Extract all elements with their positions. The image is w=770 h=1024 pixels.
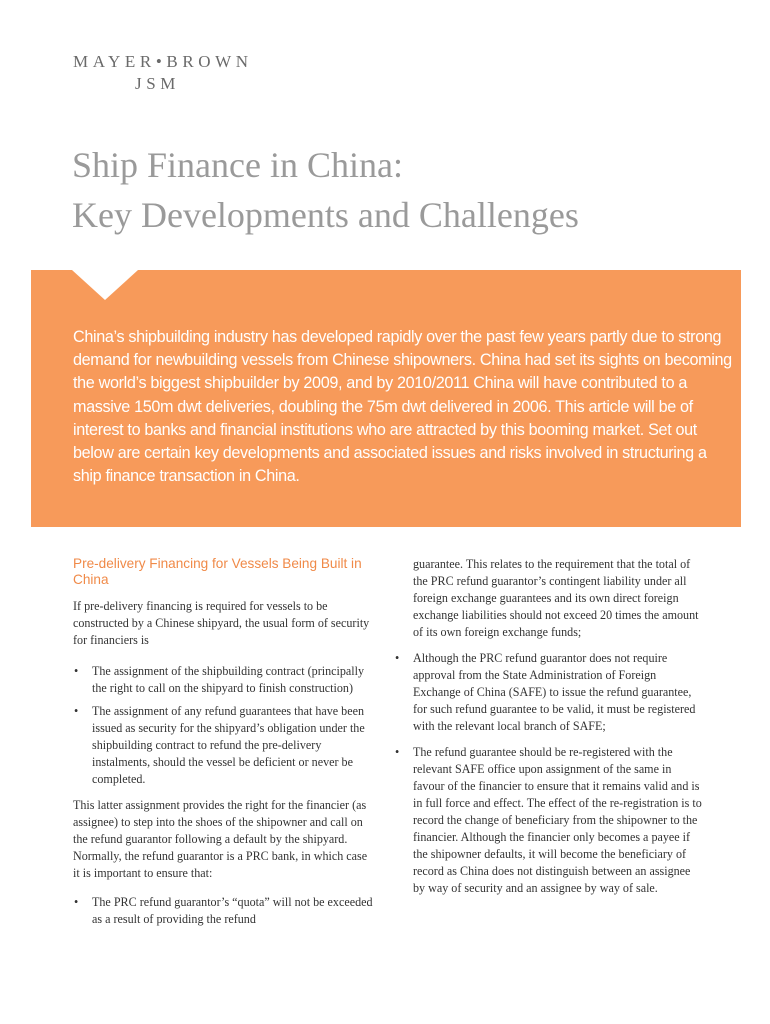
title-line-1: Ship Finance in China:	[72, 145, 403, 185]
left-column	[73, 556, 373, 934]
continued-list-text: guarantee. This relates to the requirement that the total of the PRC refund guarantor’s contingent liability under all foreign exchange guarantees and its own direct foreign exchange liabilities should not exceed 20 times the amount of its own foreign exchange funds;	[413, 557, 699, 639]
bullet-list	[73, 894, 373, 928]
list-item	[394, 744, 704, 897]
list-item	[394, 650, 704, 735]
banner-notch	[72, 270, 138, 300]
logo-line-2: JSM	[135, 74, 180, 93]
bullet-icon: •	[74, 664, 79, 678]
right-column	[394, 556, 704, 906]
bullet-icon: •	[395, 651, 400, 665]
list-item-text: The assignment of any refund guarantees that have been issued as security for the shipyard’s obligation under the shipbuilding contract to refund the pre-delivery instalments, should the vessel be deficient or never be completed.	[92, 704, 365, 786]
bullet-icon: •	[74, 704, 79, 718]
document-title	[72, 140, 579, 240]
bullet-icon: •	[395, 745, 400, 759]
list-item	[73, 663, 373, 697]
bullet-icon: •	[74, 895, 79, 909]
list-item	[73, 894, 373, 928]
list-item-text: The refund guarantee should be re-registered with the relevant SAFE office upon assignment of the same in favour of the financier to ensure that it remains valid and is in full force and effect. The effect of the re-registration is to record the change of beneficiary from the shipowner to the financier. Although the financier only becomes a payee if the shipowner defaults, it will become the beneficiary of record as China does not distinguish between an assignee by way of security and an assignee by way of sale.	[413, 745, 702, 895]
bullet-list	[394, 650, 704, 897]
list-item	[73, 703, 373, 788]
mayer-brown-jsm-logo	[73, 52, 253, 93]
list-item-text: The PRC refund guarantor’s “quota” will not be exceeded as a result of providing the refund	[92, 895, 373, 926]
list-item-text: The assignment of the shipbuilding contract (principally the right to call on the shipyard to finish construction)	[92, 664, 365, 695]
intro-paragraph: China’s shipbuilding industry has developed rapidly over the past few years partly due to strong demand for newbuilding vessels from Chinese shipowners. China had set its sights on becoming the world’s biggest shipbuilder by 2009, and by 2010/2011 China will have contributed to a massive 150m dwt deliveries, doubling the 75m dwt delivered in 2006. This article will be of interest to banks and financial institutions who are attracted by this booming market. Set out below are certain key developments and associated issues and risks involved in structuring a ship finance transaction in China.	[73, 328, 732, 486]
logo-line-1: MAYER•BROWN	[73, 52, 253, 71]
section-heading: Pre-delivery Financing for Vessels Being Built in China	[73, 556, 362, 587]
title-line-2: Key Developments and Challenges	[72, 195, 579, 235]
list-item-text: Although the PRC refund guarantor does not require approval from the State Administration of Foreign Exchange of China (SAFE) to issue the refund guarantee, for such refund guarantee to be valid, it must be registered with the relevant local branch of SAFE;	[413, 651, 696, 733]
body-paragraph: This latter assignment provides the right for the financier (as assignee) to step into the shoes of the shipowner and call on the refund guarantor following a default by the shipyard. Normally, the refund guarantor is a PRC bank, in which case it is important to ensure that:	[73, 798, 368, 880]
body-paragraph: If pre-delivery financing is required for vessels to be constructed by a Chinese shipyard, the usual form of security for financiers is	[73, 599, 370, 647]
bullet-list	[73, 663, 373, 788]
